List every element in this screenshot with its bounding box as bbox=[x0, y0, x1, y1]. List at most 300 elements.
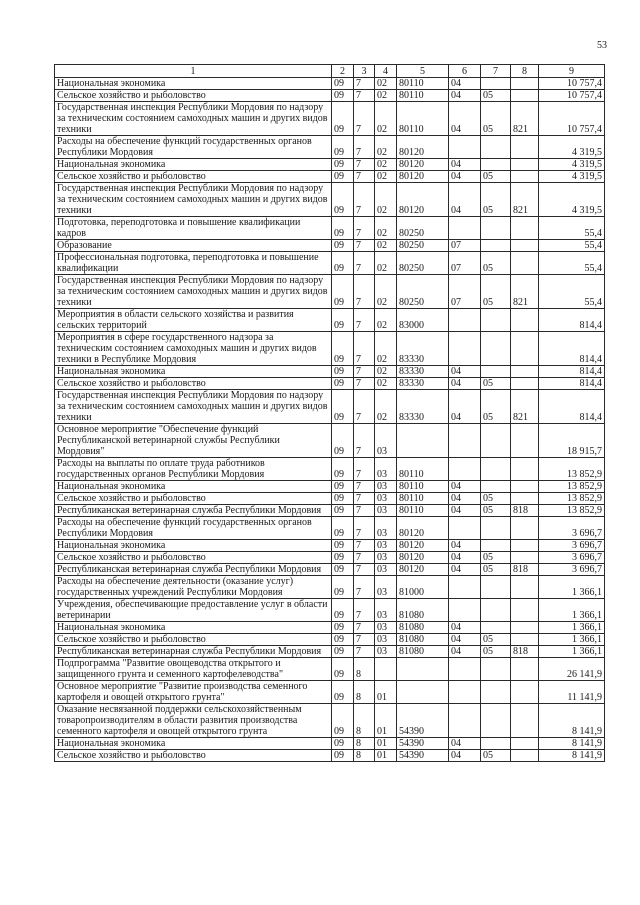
row-code-cell: 04 bbox=[449, 634, 481, 646]
row-code-cell: 05 bbox=[481, 552, 511, 564]
row-amount-cell: 1 366,1 bbox=[539, 646, 605, 658]
row-code-cell: 821 bbox=[511, 275, 539, 309]
row-name-cell: Сельское хозяйство и рыболовство bbox=[55, 634, 332, 646]
row-code-cell: 83330 bbox=[397, 390, 449, 424]
row-code-cell: 7 bbox=[354, 378, 375, 390]
row-code-cell: 09 bbox=[332, 540, 354, 552]
row-code-cell: 821 bbox=[511, 390, 539, 424]
row-code-cell: 04 bbox=[449, 159, 481, 171]
row-code-cell: 80120 bbox=[397, 159, 449, 171]
row-code-cell: 05 bbox=[481, 90, 511, 102]
row-code-cell: 07 bbox=[449, 275, 481, 309]
row-code-cell: 09 bbox=[332, 366, 354, 378]
row-amount-cell: 11 141,9 bbox=[539, 681, 605, 704]
row-code-cell bbox=[511, 332, 539, 366]
row-name-cell: Оказание несвязанной поддержки сельскохозяйственным товаропроизводителям в области развития производства семенного картофеля и овощей открытого грунта bbox=[55, 704, 332, 738]
row-code-cell: 03 bbox=[375, 646, 397, 658]
table-row bbox=[55, 136, 605, 159]
row-code-cell bbox=[511, 378, 539, 390]
row-code-cell bbox=[481, 366, 511, 378]
row-code-cell bbox=[511, 217, 539, 240]
row-code-cell: 7 bbox=[354, 576, 375, 599]
row-code-cell: 54390 bbox=[397, 704, 449, 738]
row-code-cell: 09 bbox=[332, 481, 354, 493]
row-code-cell: 02 bbox=[375, 309, 397, 332]
row-code-cell: 7 bbox=[354, 252, 375, 275]
row-code-cell bbox=[481, 458, 511, 481]
row-name-cell: Государственная инспекция Республики Мордовия по надзору за техническим состоянием самоходных машин и других видов техники bbox=[55, 183, 332, 217]
row-code-cell: 04 bbox=[449, 505, 481, 517]
row-code-cell: 81000 bbox=[397, 576, 449, 599]
row-code-cell: 80250 bbox=[397, 217, 449, 240]
row-code-cell bbox=[449, 309, 481, 332]
row-code-cell: 03 bbox=[375, 552, 397, 564]
row-code-cell: 03 bbox=[375, 517, 397, 540]
row-code-cell: 03 bbox=[375, 576, 397, 599]
table-row bbox=[55, 704, 605, 738]
row-name-cell: Сельское хозяйство и рыболовство bbox=[55, 90, 332, 102]
column-header: 6 bbox=[449, 65, 481, 78]
row-amount-cell: 4 319,5 bbox=[539, 136, 605, 159]
row-amount-cell: 55,4 bbox=[539, 275, 605, 309]
row-code-cell: 09 bbox=[332, 309, 354, 332]
row-code-cell: 03 bbox=[375, 424, 397, 458]
table-row bbox=[55, 505, 605, 517]
row-code-cell: 54390 bbox=[397, 750, 449, 762]
row-code-cell bbox=[511, 552, 539, 564]
row-code-cell: 09 bbox=[332, 658, 354, 681]
row-code-cell: 7 bbox=[354, 622, 375, 634]
table-row bbox=[55, 275, 605, 309]
row-code-cell: 04 bbox=[449, 540, 481, 552]
row-code-cell: 02 bbox=[375, 171, 397, 183]
row-code-cell: 7 bbox=[354, 171, 375, 183]
row-code-cell: 09 bbox=[332, 240, 354, 252]
row-code-cell: 818 bbox=[511, 564, 539, 576]
row-name-cell: Сельское хозяйство и рыболовство bbox=[55, 378, 332, 390]
row-code-cell: 09 bbox=[332, 622, 354, 634]
row-code-cell: 04 bbox=[449, 390, 481, 424]
row-code-cell: 09 bbox=[332, 634, 354, 646]
row-code-cell: 09 bbox=[332, 505, 354, 517]
row-code-cell bbox=[481, 540, 511, 552]
row-code-cell: 04 bbox=[449, 493, 481, 505]
row-code-cell bbox=[511, 159, 539, 171]
row-code-cell: 01 bbox=[375, 738, 397, 750]
column-header: 5 bbox=[397, 65, 449, 78]
row-code-cell: 7 bbox=[354, 78, 375, 90]
row-code-cell: 8 bbox=[354, 750, 375, 762]
row-code-cell: 09 bbox=[332, 552, 354, 564]
table-row bbox=[55, 481, 605, 493]
row-code-cell: 02 bbox=[375, 240, 397, 252]
row-code-cell: 80250 bbox=[397, 240, 449, 252]
row-code-cell: 05 bbox=[481, 493, 511, 505]
row-code-cell bbox=[481, 240, 511, 252]
row-amount-cell: 10 757,4 bbox=[539, 102, 605, 136]
row-code-cell: 7 bbox=[354, 458, 375, 481]
row-code-cell: 80110 bbox=[397, 481, 449, 493]
row-name-cell: Основное мероприятие "Обеспечение функций Республиканской ветеринарной службы Республики Мордовия" bbox=[55, 424, 332, 458]
row-amount-cell: 10 757,4 bbox=[539, 78, 605, 90]
row-code-cell bbox=[511, 90, 539, 102]
column-header: 8 bbox=[511, 65, 539, 78]
table-row bbox=[55, 458, 605, 481]
row-code-cell: 09 bbox=[332, 378, 354, 390]
row-code-cell: 8 bbox=[354, 704, 375, 738]
row-code-cell: 81080 bbox=[397, 634, 449, 646]
row-code-cell: 7 bbox=[354, 183, 375, 217]
row-code-cell bbox=[511, 240, 539, 252]
row-code-cell: 05 bbox=[481, 378, 511, 390]
row-code-cell: 04 bbox=[449, 750, 481, 762]
row-code-cell: 7 bbox=[354, 390, 375, 424]
row-code-cell: 04 bbox=[449, 183, 481, 217]
row-code-cell: 09 bbox=[332, 599, 354, 622]
row-code-cell: 04 bbox=[449, 378, 481, 390]
row-code-cell: 02 bbox=[375, 275, 397, 309]
row-code-cell: 02 bbox=[375, 136, 397, 159]
row-code-cell: 09 bbox=[332, 493, 354, 505]
row-code-cell: 02 bbox=[375, 78, 397, 90]
row-name-cell: Подготовка, переподготовка и повышение квалификации кадров bbox=[55, 217, 332, 240]
row-name-cell: Расходы на обеспечение функций государственных органов Республики Мордовия bbox=[55, 136, 332, 159]
table-row bbox=[55, 517, 605, 540]
table-row bbox=[55, 90, 605, 102]
row-code-cell bbox=[481, 309, 511, 332]
table-row bbox=[55, 217, 605, 240]
row-code-cell: 02 bbox=[375, 159, 397, 171]
row-amount-cell: 26 141,9 bbox=[539, 658, 605, 681]
row-name-cell: Сельское хозяйство и рыболовство bbox=[55, 552, 332, 564]
row-code-cell: 02 bbox=[375, 390, 397, 424]
row-code-cell bbox=[481, 517, 511, 540]
row-code-cell: 09 bbox=[332, 332, 354, 366]
row-code-cell bbox=[449, 704, 481, 738]
row-amount-cell: 13 852,9 bbox=[539, 505, 605, 517]
row-code-cell: 09 bbox=[332, 217, 354, 240]
row-code-cell bbox=[481, 681, 511, 704]
row-amount-cell: 4 319,5 bbox=[539, 171, 605, 183]
row-code-cell: 09 bbox=[332, 458, 354, 481]
table-row bbox=[55, 750, 605, 762]
row-code-cell bbox=[449, 458, 481, 481]
row-code-cell: 05 bbox=[481, 102, 511, 136]
table-row bbox=[55, 576, 605, 599]
row-code-cell bbox=[449, 424, 481, 458]
row-code-cell: 05 bbox=[481, 390, 511, 424]
row-code-cell bbox=[481, 136, 511, 159]
row-code-cell bbox=[511, 658, 539, 681]
row-code-cell bbox=[397, 424, 449, 458]
row-code-cell: 818 bbox=[511, 646, 539, 658]
row-code-cell: 03 bbox=[375, 505, 397, 517]
row-amount-cell: 814,4 bbox=[539, 390, 605, 424]
row-code-cell: 7 bbox=[354, 366, 375, 378]
row-name-cell: Национальная экономика bbox=[55, 159, 332, 171]
row-code-cell bbox=[511, 704, 539, 738]
row-code-cell: 80110 bbox=[397, 78, 449, 90]
row-code-cell bbox=[511, 576, 539, 599]
row-code-cell: 02 bbox=[375, 378, 397, 390]
row-code-cell bbox=[511, 252, 539, 275]
row-name-cell: Республиканская ветеринарная служба Республики Мордовия bbox=[55, 564, 332, 576]
row-name-cell: Государственная инспекция Республики Мордовия по надзору за техническим состоянием самоходных машин и других видов техники bbox=[55, 102, 332, 136]
row-code-cell bbox=[481, 159, 511, 171]
row-code-cell bbox=[511, 750, 539, 762]
table-row bbox=[55, 681, 605, 704]
budget-table bbox=[54, 64, 605, 762]
column-header: 7 bbox=[481, 65, 511, 78]
row-code-cell: 7 bbox=[354, 275, 375, 309]
row-code-cell: 07 bbox=[449, 252, 481, 275]
row-name-cell: Мероприятия в сфере государственного надзора за техническим состоянием самоходных машин и других видов техники в Республике Мордовия bbox=[55, 332, 332, 366]
row-code-cell: 7 bbox=[354, 90, 375, 102]
row-code-cell bbox=[397, 658, 449, 681]
row-code-cell: 09 bbox=[332, 252, 354, 275]
row-code-cell bbox=[511, 540, 539, 552]
row-name-cell: Расходы на выплаты по оплате труда работников государственных органов Республики Мордовия bbox=[55, 458, 332, 481]
row-code-cell: 04 bbox=[449, 78, 481, 90]
row-name-cell: Национальная экономика bbox=[55, 366, 332, 378]
row-amount-cell: 1 366,1 bbox=[539, 634, 605, 646]
row-code-cell: 04 bbox=[449, 552, 481, 564]
row-code-cell: 02 bbox=[375, 252, 397, 275]
row-code-cell: 7 bbox=[354, 332, 375, 366]
row-code-cell: 80120 bbox=[397, 540, 449, 552]
row-name-cell: Расходы на обеспечение функций государственных органов Республики Мордовия bbox=[55, 517, 332, 540]
row-code-cell: 03 bbox=[375, 493, 397, 505]
row-code-cell: 04 bbox=[449, 481, 481, 493]
row-code-cell: 09 bbox=[332, 102, 354, 136]
row-code-cell: 7 bbox=[354, 646, 375, 658]
row-code-cell: 03 bbox=[375, 634, 397, 646]
table-row bbox=[55, 78, 605, 90]
row-amount-cell: 3 696,7 bbox=[539, 540, 605, 552]
row-code-cell: 02 bbox=[375, 217, 397, 240]
row-code-cell: 05 bbox=[481, 183, 511, 217]
row-code-cell: 81080 bbox=[397, 646, 449, 658]
row-code-cell: 09 bbox=[332, 646, 354, 658]
column-header: 9 bbox=[539, 65, 605, 78]
row-code-cell bbox=[511, 738, 539, 750]
row-code-cell: 07 bbox=[449, 240, 481, 252]
row-code-cell: 09 bbox=[332, 424, 354, 458]
row-amount-cell: 55,4 bbox=[539, 240, 605, 252]
row-code-cell: 7 bbox=[354, 599, 375, 622]
row-code-cell: 04 bbox=[449, 102, 481, 136]
row-code-cell: 7 bbox=[354, 517, 375, 540]
row-code-cell: 7 bbox=[354, 102, 375, 136]
row-amount-cell: 3 696,7 bbox=[539, 552, 605, 564]
row-code-cell: 02 bbox=[375, 102, 397, 136]
row-code-cell: 8 bbox=[354, 658, 375, 681]
row-code-cell bbox=[449, 517, 481, 540]
row-code-cell: 80250 bbox=[397, 275, 449, 309]
row-code-cell: 7 bbox=[354, 564, 375, 576]
table-body bbox=[55, 78, 605, 762]
row-code-cell bbox=[449, 332, 481, 366]
row-code-cell: 821 bbox=[511, 102, 539, 136]
row-code-cell: 80110 bbox=[397, 505, 449, 517]
row-code-cell: 80250 bbox=[397, 252, 449, 275]
row-code-cell bbox=[511, 599, 539, 622]
table-row bbox=[55, 240, 605, 252]
row-code-cell: 09 bbox=[332, 90, 354, 102]
row-code-cell: 80120 bbox=[397, 136, 449, 159]
column-header: 2 bbox=[332, 65, 354, 78]
row-amount-cell: 8 141,9 bbox=[539, 738, 605, 750]
table-row bbox=[55, 552, 605, 564]
row-amount-cell: 814,4 bbox=[539, 332, 605, 366]
table-row bbox=[55, 102, 605, 136]
row-code-cell: 54390 bbox=[397, 738, 449, 750]
row-code-cell: 83000 bbox=[397, 309, 449, 332]
row-code-cell: 09 bbox=[332, 704, 354, 738]
row-amount-cell: 1 366,1 bbox=[539, 622, 605, 634]
row-code-cell: 03 bbox=[375, 540, 397, 552]
row-code-cell: 83330 bbox=[397, 378, 449, 390]
row-code-cell: 81080 bbox=[397, 622, 449, 634]
row-code-cell: 09 bbox=[332, 171, 354, 183]
table-row bbox=[55, 366, 605, 378]
table-row bbox=[55, 378, 605, 390]
table-row bbox=[55, 390, 605, 424]
row-code-cell: 03 bbox=[375, 599, 397, 622]
row-code-cell bbox=[511, 517, 539, 540]
row-name-cell: Подпрограмма "Развитие овощеводства открытого и защищенного грунта и семенного картофелеводства" bbox=[55, 658, 332, 681]
row-name-cell: Сельское хозяйство и рыболовство bbox=[55, 750, 332, 762]
table-row bbox=[55, 564, 605, 576]
table-row bbox=[55, 183, 605, 217]
row-code-cell: 04 bbox=[449, 646, 481, 658]
row-code-cell bbox=[449, 576, 481, 599]
row-name-cell: Сельское хозяйство и рыболовство bbox=[55, 493, 332, 505]
row-code-cell: 7 bbox=[354, 159, 375, 171]
row-code-cell bbox=[511, 424, 539, 458]
row-code-cell: 8 bbox=[354, 681, 375, 704]
row-code-cell bbox=[511, 78, 539, 90]
row-code-cell: 80110 bbox=[397, 493, 449, 505]
table-row bbox=[55, 159, 605, 171]
row-code-cell: 7 bbox=[354, 481, 375, 493]
row-code-cell bbox=[511, 681, 539, 704]
row-code-cell: 81080 bbox=[397, 599, 449, 622]
row-code-cell: 80120 bbox=[397, 564, 449, 576]
row-code-cell: 7 bbox=[354, 309, 375, 332]
page-number: 53 bbox=[597, 40, 607, 51]
row-code-cell bbox=[481, 738, 511, 750]
row-code-cell: 05 bbox=[481, 564, 511, 576]
row-amount-cell: 8 141,9 bbox=[539, 750, 605, 762]
row-code-cell: 09 bbox=[332, 159, 354, 171]
row-code-cell bbox=[481, 576, 511, 599]
row-code-cell bbox=[481, 599, 511, 622]
row-code-cell bbox=[511, 458, 539, 481]
row-code-cell: 80120 bbox=[397, 552, 449, 564]
row-code-cell: 09 bbox=[332, 564, 354, 576]
row-code-cell: 04 bbox=[449, 738, 481, 750]
row-amount-cell: 8 141,9 bbox=[539, 704, 605, 738]
row-code-cell: 09 bbox=[332, 576, 354, 599]
row-code-cell: 03 bbox=[375, 622, 397, 634]
row-code-cell: 09 bbox=[332, 136, 354, 159]
row-code-cell: 7 bbox=[354, 634, 375, 646]
row-code-cell: 04 bbox=[449, 171, 481, 183]
row-code-cell bbox=[449, 658, 481, 681]
row-code-cell: 05 bbox=[481, 750, 511, 762]
row-code-cell: 02 bbox=[375, 366, 397, 378]
table-row bbox=[55, 493, 605, 505]
row-code-cell: 09 bbox=[332, 275, 354, 309]
row-code-cell: 7 bbox=[354, 217, 375, 240]
table-row bbox=[55, 634, 605, 646]
row-code-cell: 80110 bbox=[397, 90, 449, 102]
row-amount-cell: 3 696,7 bbox=[539, 517, 605, 540]
row-code-cell: 80120 bbox=[397, 171, 449, 183]
row-code-cell: 80110 bbox=[397, 102, 449, 136]
table-header-row bbox=[55, 65, 605, 78]
row-name-cell: Национальная экономика bbox=[55, 738, 332, 750]
row-code-cell bbox=[481, 424, 511, 458]
row-code-cell: 80110 bbox=[397, 458, 449, 481]
row-code-cell: 01 bbox=[375, 681, 397, 704]
row-name-cell: Основное мероприятие "Развитие производства семенного картофеля и овощей открытого грунта" bbox=[55, 681, 332, 704]
row-code-cell bbox=[375, 658, 397, 681]
row-name-cell: Национальная экономика bbox=[55, 481, 332, 493]
column-header: 3 bbox=[354, 65, 375, 78]
table-row bbox=[55, 309, 605, 332]
row-code-cell: 7 bbox=[354, 493, 375, 505]
row-code-cell: 04 bbox=[449, 90, 481, 102]
row-code-cell: 09 bbox=[332, 738, 354, 750]
row-code-cell: 04 bbox=[449, 564, 481, 576]
row-name-cell: Национальная экономика bbox=[55, 78, 332, 90]
row-code-cell bbox=[481, 332, 511, 366]
row-code-cell: 09 bbox=[332, 390, 354, 424]
table-row bbox=[55, 332, 605, 366]
row-code-cell: 818 bbox=[511, 505, 539, 517]
row-code-cell bbox=[481, 78, 511, 90]
row-amount-cell: 13 852,9 bbox=[539, 458, 605, 481]
row-code-cell: 80120 bbox=[397, 517, 449, 540]
row-amount-cell: 10 757,4 bbox=[539, 90, 605, 102]
row-name-cell: Мероприятия в области сельского хозяйства и развития сельских территорий bbox=[55, 309, 332, 332]
row-code-cell: 03 bbox=[375, 564, 397, 576]
row-code-cell: 05 bbox=[481, 505, 511, 517]
row-code-cell bbox=[511, 634, 539, 646]
row-code-cell: 7 bbox=[354, 540, 375, 552]
row-code-cell: 83330 bbox=[397, 332, 449, 366]
row-code-cell bbox=[511, 493, 539, 505]
row-code-cell: 7 bbox=[354, 424, 375, 458]
row-code-cell: 04 bbox=[449, 366, 481, 378]
row-amount-cell: 814,4 bbox=[539, 309, 605, 332]
row-name-cell: Национальная экономика bbox=[55, 622, 332, 634]
row-amount-cell: 13 852,9 bbox=[539, 493, 605, 505]
row-code-cell bbox=[481, 481, 511, 493]
table-row bbox=[55, 658, 605, 681]
row-code-cell bbox=[511, 136, 539, 159]
row-code-cell: 05 bbox=[481, 252, 511, 275]
row-name-cell: Учреждения, обеспечивающие предоставление услуг в области ветеринарии bbox=[55, 599, 332, 622]
row-code-cell: 09 bbox=[332, 517, 354, 540]
row-code-cell bbox=[449, 136, 481, 159]
row-name-cell: Профессиональная подготовка, переподготовка и повышение квалификации bbox=[55, 252, 332, 275]
row-code-cell: 09 bbox=[332, 183, 354, 217]
row-amount-cell: 55,4 bbox=[539, 252, 605, 275]
row-code-cell: 05 bbox=[481, 275, 511, 309]
